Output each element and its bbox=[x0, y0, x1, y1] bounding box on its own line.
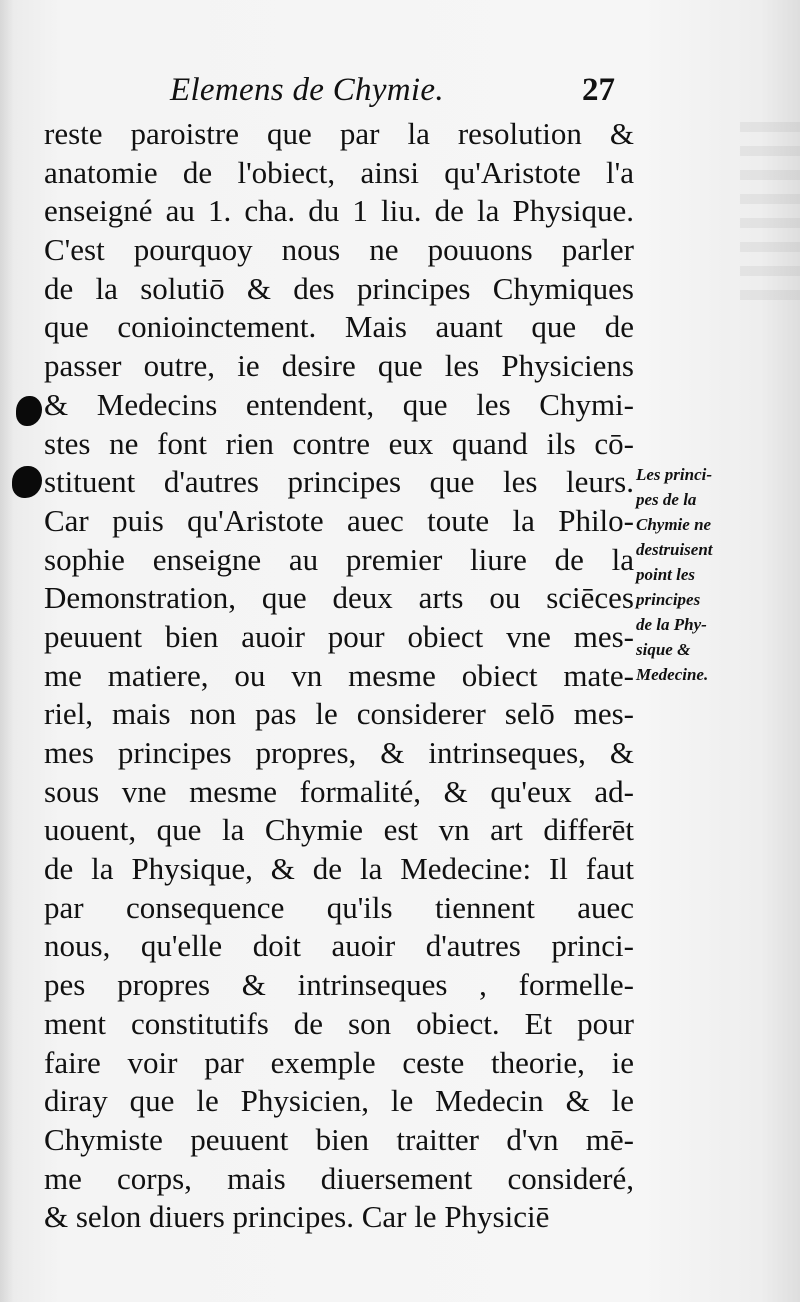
text-line: stituent d'autres principes que les leurs. bbox=[44, 464, 634, 500]
text-line: Chymiste peuuent bien traitter d'vn mē- bbox=[44, 1121, 634, 1157]
marginal-note-line: Les princi- bbox=[636, 465, 713, 484]
text-line: stes ne font rien contre eux quand ils cō- bbox=[44, 425, 634, 461]
text-line: reste paroistre que par la resolution & bbox=[44, 116, 634, 151]
text-line: Car puis qu'Aristote auec toute la Philo- bbox=[44, 502, 634, 538]
text-line: enseigné au 1. cha. du 1 liu. de la Physique. bbox=[44, 193, 634, 229]
text-line: & Medecins entendent, que les Chymi- bbox=[44, 386, 634, 422]
marginal-note-line: destruisent bbox=[636, 540, 713, 559]
text-line: faire voir par exemple ceste theorie, ie bbox=[44, 1044, 634, 1080]
text-line: riel, mais non pas le considerer selō mes- bbox=[44, 696, 634, 732]
page-number: 27 bbox=[582, 72, 615, 108]
text-line: Demonstration, que deux arts ou sciēces bbox=[44, 580, 634, 616]
body-text bbox=[44, 115, 634, 1237]
text-line: de la solutiō & des principes Chymiques bbox=[44, 270, 634, 306]
show-through-text bbox=[740, 120, 800, 300]
text-line: pes propres & intrinseques , formelle- bbox=[44, 967, 634, 1003]
text-line: me matiere, ou vn mesme obiect mate- bbox=[44, 657, 634, 693]
text-line: mes principes propres, & intrinseques, & bbox=[44, 735, 634, 770]
marginal-note-line: point les bbox=[636, 565, 696, 584]
text-line: diray que le Physicien, le Medecin & le bbox=[44, 1083, 634, 1119]
marginal-note-line: de la Phy- bbox=[636, 615, 707, 634]
text-line: sophie enseigne au premier liure de la bbox=[44, 541, 634, 577]
text-line: me corps, mais diuersement consideré, bbox=[44, 1160, 634, 1196]
text-line: passer outre, ie desire que les Physiciens bbox=[44, 348, 634, 384]
text-line: peuuent bien auoir pour obiect vne mes- bbox=[44, 618, 634, 654]
running-head: Elemens de Chymie. bbox=[170, 72, 444, 108]
page-header bbox=[0, 72, 800, 120]
text-line: sous vne mesme formalité, & qu'eux ad- bbox=[44, 773, 634, 809]
text-line: C'est pourquoy nous ne pouuons parler bbox=[44, 232, 634, 268]
marginal-note-line: sique & bbox=[636, 640, 691, 659]
marginal-note-line: pes de la bbox=[636, 490, 697, 509]
text-line: & selon diuers principes. Car le Physiciē bbox=[44, 1199, 550, 1235]
text-line: de la Physique, & de la Medecine: Il faut bbox=[44, 851, 634, 887]
marginal-note-line: Medecine. bbox=[636, 665, 709, 684]
text-line: nous, qu'elle doit auoir d'autres princi- bbox=[44, 928, 634, 964]
marginal-note bbox=[636, 462, 786, 687]
text-line: que conioinctement. Mais auant que de bbox=[44, 309, 634, 345]
text-line: anatomie de l'obiect, ainsi qu'Aristote l'a bbox=[44, 154, 634, 190]
text-line: par consequence qu'ils tiennent auec bbox=[44, 889, 634, 925]
marginal-note-line: principes bbox=[636, 590, 701, 609]
marginal-note-line: Chymie ne bbox=[636, 515, 712, 534]
text-line: uouent, que la Chymie est vn art differēt bbox=[44, 812, 634, 848]
text-line: ment constitutifs de son obiect. Et pour bbox=[44, 1005, 634, 1041]
